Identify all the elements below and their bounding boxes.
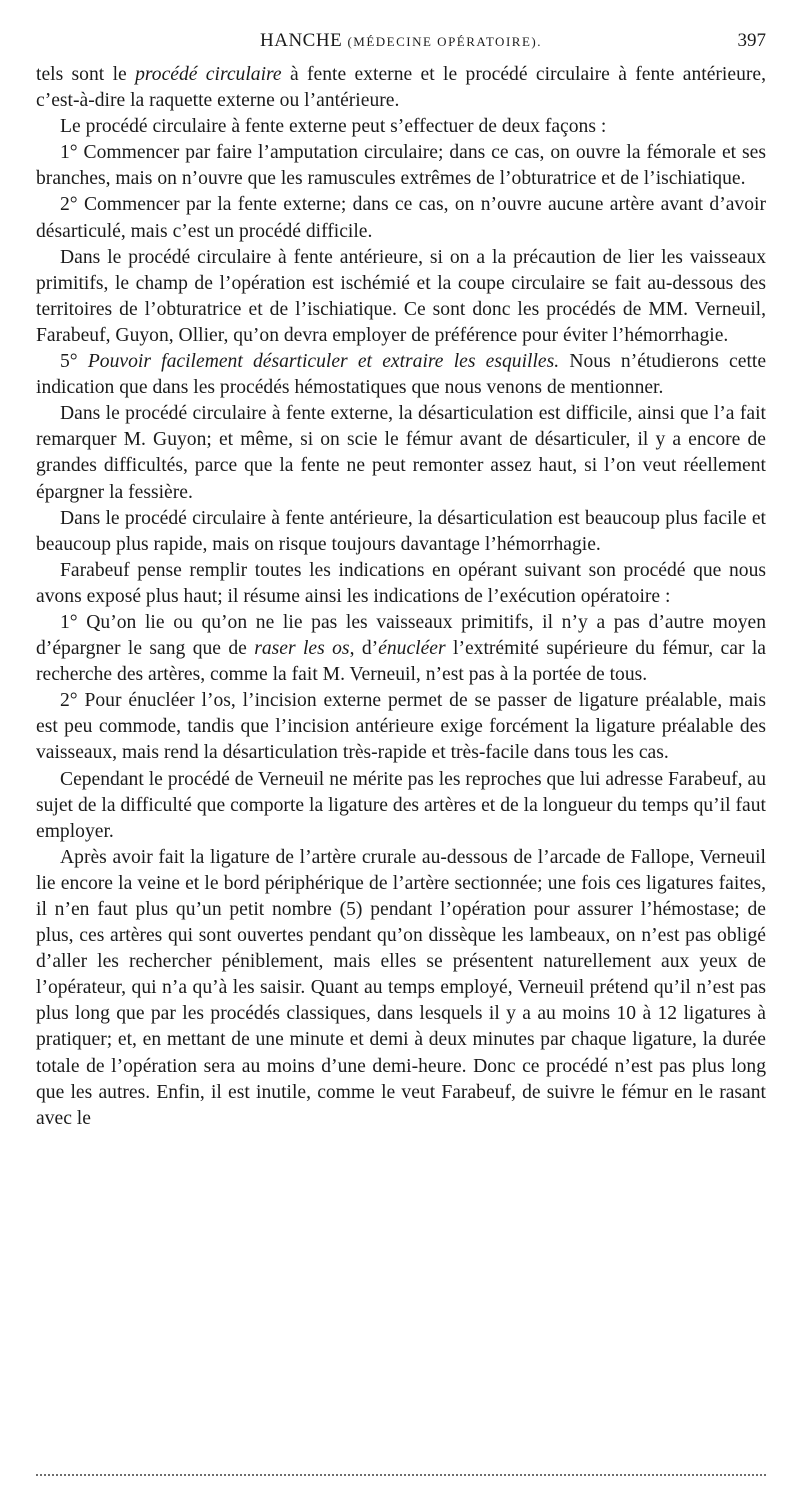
paragraph-text: 2° Commencer par la fente externe; dans ce cas, on n’ouvre aucune artère avant d’avoir désarticulé, mais c’est un procédé difficile.: [36, 194, 766, 242]
paragraph-text: 2° Pour énucléer l’os, l’incision externe permet de se passer de ligature préalable, mais est peu commode, tandis que l’incision antérieure exige forcément la ligature préalable des vaisseaux, mais rend la désarticulation très-rapide et très-facile dans tous les cas.: [36, 690, 766, 764]
paragraph-text: , d’: [349, 638, 379, 660]
running-title-main: HANCHE: [260, 30, 343, 51]
paragraph: [36, 114, 766, 140]
paragraph-text: Après avoir fait la ligature de l’artère crurale au-dessous de l’arcade de Fallope, Verneuil lie encore la veine et le bord périphérique de l’artère sectionnée; une fois ces ligatures faites, il n’en faut plus qu’un petit nombre (5) pendant l’opération pour assurer l’hémostase; de plus, ces artères qui sont ouvertes pendant qu’on dissèque les lambeaux, on n’est pas obligé d’aller les rechercher péniblement, mais elles se présentent naturellement aux yeux de l’opérateur, qui n’a qu’à les saisir. Quant au temps employé, Verneuil prétend qu’il n’est pas plus long que par les procédés classiques, dans lesquels il y a au moins 10 à 12 ligatures à pratiquer; et, en mettant de une minute et demi à deux minutes par chaque ligature, la durée totale de l’opération sera au moins d’une demi-heure. Donc ce procédé n’est pas plus long que les autres. Enfin, il est inutile, comme le veut Farabeuf, de suivre le fémur en le rasant avec le: [36, 846, 766, 1129]
paragraph-text: Farabeuf pense remplir toutes les indications en opérant suivant son procédé que nous avons exposé plus haut; il résume ainsi les indications de l’exécution opératoire :: [36, 559, 766, 607]
paragraph-text: l’extrémité supérieure du fémur, car la recherche des artères, comme la fait M. Verneuil, n’est pas à la portée de tous.: [36, 638, 766, 686]
paragraph: [36, 349, 766, 401]
page-number: 397: [737, 30, 766, 51]
bottom-dotted-rule: [36, 1474, 766, 1476]
paragraph: [36, 506, 766, 558]
paragraph-text: Cependant le procédé de Verneuil ne mérite pas les reproches que lui adresse Farabeuf, au sujet de la difficulté que comporte la ligature des artères et de la longueur du temps qu’il faut employer.: [36, 768, 766, 842]
paragraph-text: Le procédé circulaire à fente externe peut s’effectuer de deux façons :: [60, 116, 607, 138]
paragraph: [36, 62, 766, 114]
paragraph-text: à fente externe et le procédé circulaire à fente antérieure, c’est-à-dire la raquette externe ou l’antérieure.: [36, 64, 766, 112]
body-text: [36, 62, 766, 1132]
paragraph: [36, 767, 766, 845]
italic-text: raser les os: [254, 638, 350, 660]
italic-text: énucléer: [378, 638, 446, 660]
running-title-subtitle: (MÉDECINE OPÉRATOIRE).: [347, 34, 542, 49]
paragraph: [36, 140, 766, 192]
paragraph-text: Dans le procédé circulaire à fente antérieure, la désarticulation est beaucoup plus facile et beaucoup plus rapide, mais on risque toujours davantage l’hémorrhagie.: [36, 507, 766, 555]
paragraph-text: 1° Qu’on lie ou qu’on ne lie pas les vaisseaux primitifs, il n’y a pas d’autre moyen d’épargner le sang que de: [36, 611, 766, 660]
paragraph: [36, 845, 766, 1132]
running-title: [36, 30, 766, 52]
paragraph-text: Nous n’étudierons cette indication que dans les procédés hémostatiques que nous venons de mentionner.: [36, 351, 767, 399]
italic-text: Pouvoir facilement désarticuler et extraire les esquilles.: [87, 351, 560, 373]
paragraph-text: 1° Commencer par faire l’amputation circulaire; dans ce cas, on ouvre la fémorale et ses branches, mais on n’ouvre que les ramuscules extrêmes de l’obturatrice et de l’ischiatique.: [36, 142, 766, 190]
italic-text: procédé circulaire: [135, 64, 282, 85]
paragraph: [36, 192, 766, 244]
paragraph-text: tels sont le: [36, 64, 136, 85]
paragraph: [36, 245, 766, 349]
paragraph: [36, 610, 766, 688]
paragraph: [36, 401, 766, 505]
paragraph: [36, 558, 766, 610]
paragraph-text: 5°: [60, 351, 88, 373]
paragraph-text: Dans le procédé circulaire à fente externe, la désarticulation est difficile, ainsi que l’a fait remarquer M. Guyon; et même, si on scie le fémur avant de désarticuler, il y a encore de grandes difficultés, parce que la fente ne peut remonter assez haut, si l’on veut réellement épargner la fessière.: [36, 403, 766, 503]
paragraph: [36, 688, 766, 766]
paragraph-text: Dans le procédé circulaire à fente antérieure, si on a la précaution de lier les vaisseaux primitifs, le champ de l’opération est ischémié et la coupe circulaire se fait au-dessous des territoires de l’obturatrice et de l’ischiatique. Ce sont donc les procédés de MM. Verneuil, Farabeuf, Guyon, Ollier, qu’on devra employer de préférence pour éviter l’hémorrhagie.: [36, 246, 766, 346]
running-header: [36, 30, 766, 58]
